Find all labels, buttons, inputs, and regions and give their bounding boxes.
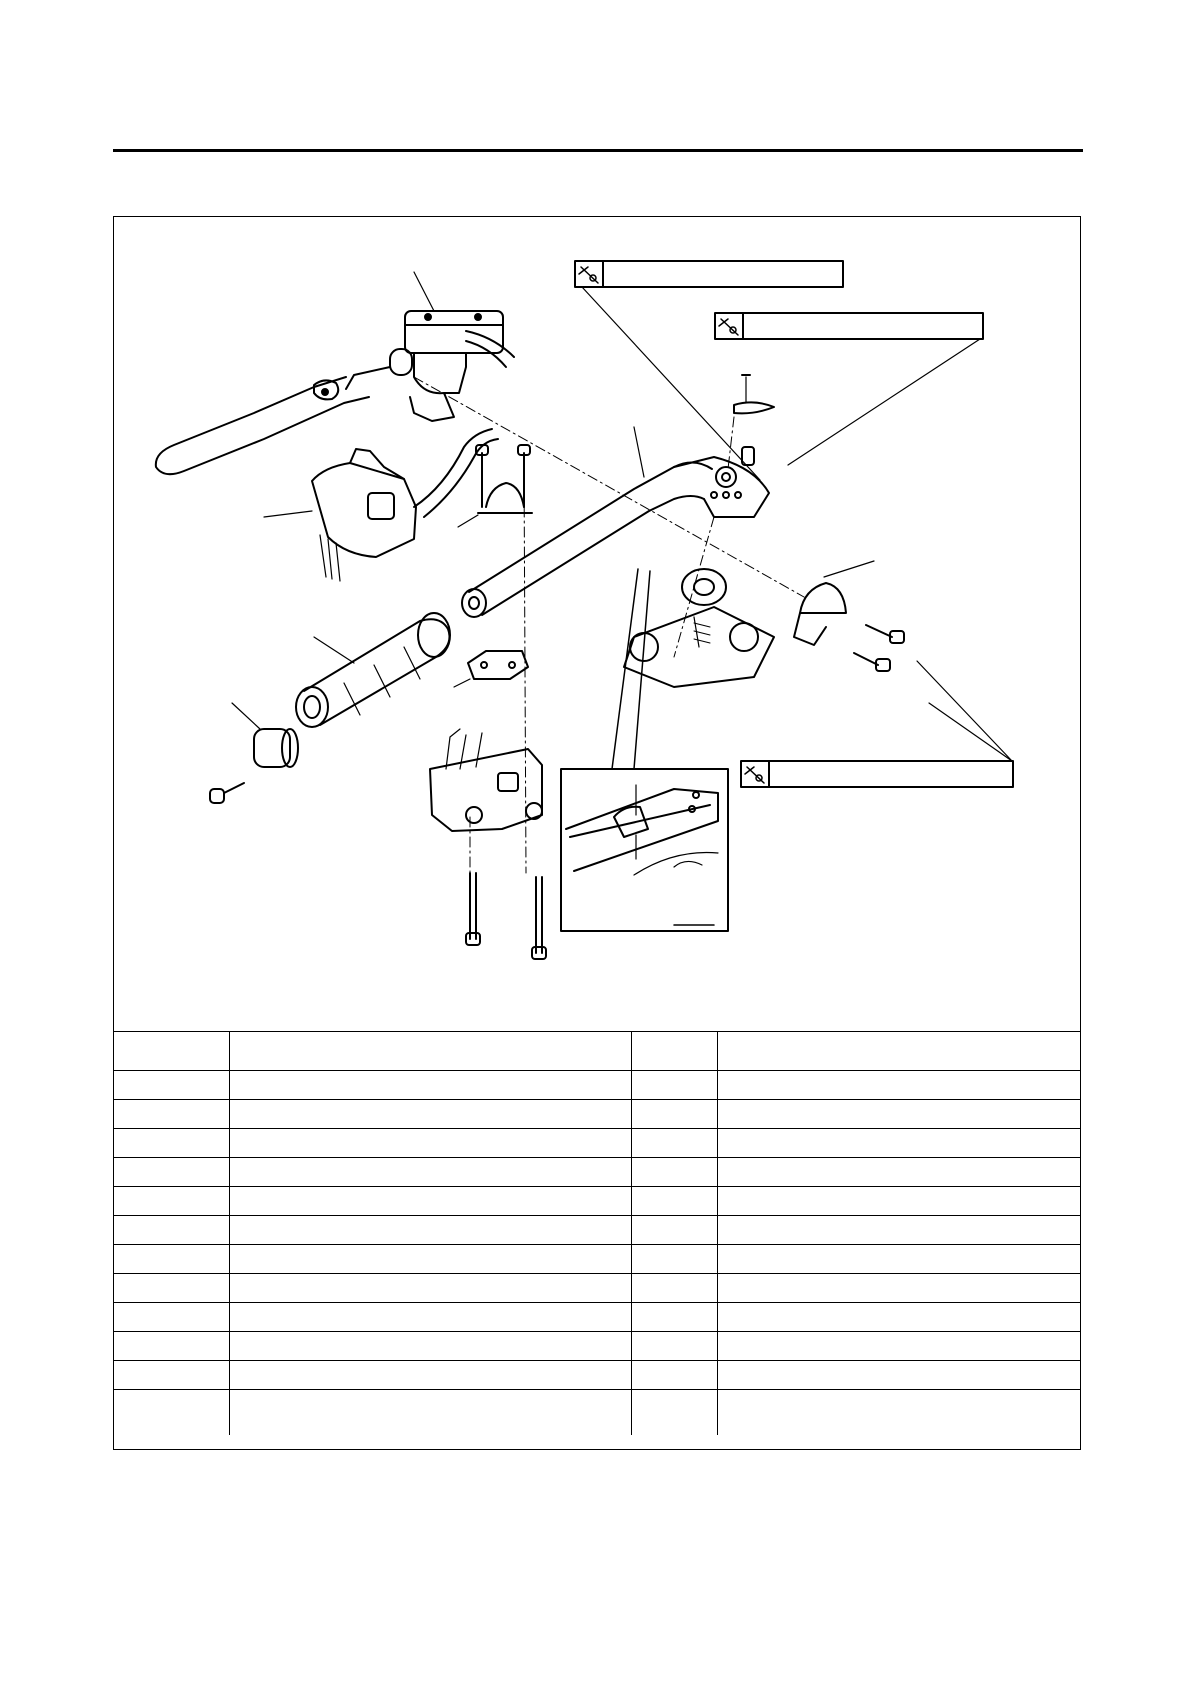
table-cell (113, 1274, 229, 1303)
table-header-cell (717, 1032, 1081, 1071)
table-cell (717, 1332, 1081, 1361)
table-row (113, 1100, 1081, 1129)
table-row (113, 1187, 1081, 1216)
table-cell (113, 1390, 229, 1436)
table-row (113, 1303, 1081, 1332)
switch-screw-2 (532, 877, 546, 959)
table-cell (113, 1187, 229, 1216)
table-cell (113, 1332, 229, 1361)
table-cell (717, 1303, 1081, 1332)
table-cell (717, 1158, 1081, 1187)
table-cell (113, 1303, 229, 1332)
holder-bolt-1 (866, 625, 904, 643)
grip-holder (458, 445, 532, 527)
table-cell (229, 1303, 631, 1332)
alignment-lines (414, 377, 804, 873)
detail-inset (561, 769, 728, 931)
table-row (113, 1129, 1081, 1158)
table-cell (631, 1129, 717, 1158)
table-cell (717, 1361, 1081, 1390)
table-row (113, 1216, 1081, 1245)
table-cell (229, 1071, 631, 1100)
grip-end-screw (210, 783, 244, 803)
holder-bolt-2 (854, 653, 890, 671)
table-cell (631, 1187, 717, 1216)
table-cell (717, 1245, 1081, 1274)
header-rule (113, 149, 1083, 152)
right-handlebar-switch (430, 729, 542, 831)
parts-table (113, 1031, 1081, 1435)
table-cell (631, 1216, 717, 1245)
throttle-grip (296, 613, 450, 727)
table-cell (113, 1100, 229, 1129)
table-row (113, 1245, 1081, 1274)
table-cell (229, 1129, 631, 1158)
table-cell (717, 1129, 1081, 1158)
table-row (113, 1158, 1081, 1187)
table-header-cell (631, 1032, 717, 1071)
table-cell (229, 1158, 631, 1187)
torque-box-1 (575, 261, 843, 287)
table-cell (113, 1216, 229, 1245)
table-cell (229, 1216, 631, 1245)
table-cell (631, 1245, 717, 1274)
brake-hose (466, 331, 514, 367)
left-handlebar-switch (264, 449, 416, 581)
table-cell (717, 1187, 1081, 1216)
exploded-handlebar-diagram (114, 217, 1080, 1031)
table-cell (113, 1071, 229, 1100)
table-cell (717, 1390, 1081, 1436)
table-cell (631, 1158, 717, 1187)
grip-end (232, 703, 298, 767)
table-cell (631, 1332, 717, 1361)
table-cell (113, 1361, 229, 1390)
torque-box-3 (741, 761, 1013, 787)
switch-screw-1 (466, 873, 480, 945)
table-cell (229, 1274, 631, 1303)
table-cell (229, 1245, 631, 1274)
table-cell (229, 1361, 631, 1390)
table-cell (631, 1303, 717, 1332)
table-cell (717, 1274, 1081, 1303)
handlebar (462, 427, 769, 617)
table-cell (631, 1390, 717, 1436)
diagram-frame (113, 216, 1081, 1450)
table-cell (717, 1216, 1081, 1245)
steering-head (624, 569, 774, 687)
torque-wrench-icon (719, 319, 738, 335)
table-cell (229, 1187, 631, 1216)
table-row (113, 1390, 1081, 1436)
handlebar-holder-upper (794, 561, 874, 645)
table-row (113, 1332, 1081, 1361)
table-cell (717, 1100, 1081, 1129)
brake-lever (156, 377, 369, 474)
table-row (113, 1361, 1081, 1390)
table-cell (631, 1100, 717, 1129)
throttle-cable-guide (454, 651, 528, 687)
table-cell (113, 1245, 229, 1274)
table-cell (229, 1100, 631, 1129)
torque-box-2 (715, 313, 983, 339)
table-cell (631, 1361, 717, 1390)
torque-wrench-icon (579, 267, 598, 283)
table-cell (229, 1332, 631, 1361)
table-cell (229, 1390, 631, 1436)
table-header-cell (229, 1032, 631, 1071)
table-row (113, 1071, 1081, 1100)
table-header-row (113, 1032, 1081, 1071)
torque-leader-lines (582, 287, 1012, 761)
clutch-cable (414, 429, 498, 517)
table-cell (631, 1071, 717, 1100)
table-cell (113, 1129, 229, 1158)
table-header-cell (113, 1032, 229, 1071)
table-row (113, 1274, 1081, 1303)
torque-wrench-icon (745, 767, 764, 783)
table-cell (631, 1274, 717, 1303)
table-cell (113, 1158, 229, 1187)
table-cell (717, 1071, 1081, 1100)
